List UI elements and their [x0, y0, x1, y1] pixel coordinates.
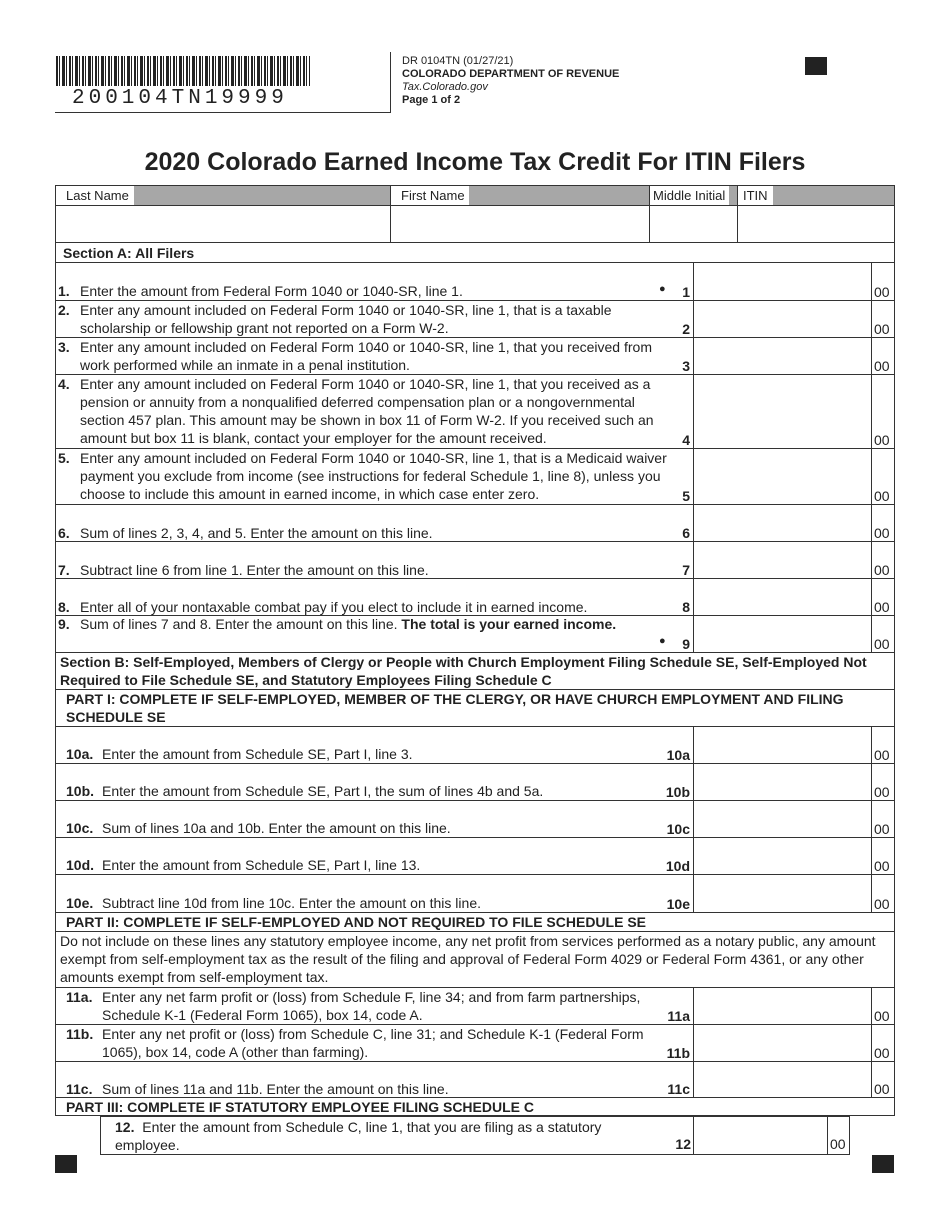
line-ref: 1 — [682, 284, 690, 300]
line-label — [58, 561, 698, 579]
line-label — [66, 856, 666, 874]
line-text: Sum of lines 7 and 8. Enter the amount on this line. — [80, 616, 398, 632]
line-label — [66, 894, 666, 912]
line-text: Enter any amount included on Federal Form 1040 or 1040-SR, line 1, that you received from work performed while an inmate in a penal institution. — [80, 339, 652, 373]
line-text: Enter the amount from Schedule SE, Part I, line 3. — [102, 746, 413, 762]
divider — [849, 1117, 850, 1154]
line-text: Enter any net profit or (loss) from Schedule C, line 31; and Schedule K-1 (Federal Form 1065), box 14, code A (other than farming). — [102, 1026, 644, 1060]
cents: 00 — [874, 525, 890, 541]
divider — [871, 338, 872, 374]
middle-initial-label: Middle Initial — [653, 188, 726, 203]
cents: 00 — [874, 1008, 890, 1024]
section-b-header — [56, 653, 894, 690]
amount-input[interactable] — [694, 263, 871, 300]
line-ref: 7 — [682, 562, 690, 578]
divider — [871, 988, 872, 1024]
line-ref: 3 — [682, 358, 690, 374]
line-text-wrap — [80, 449, 680, 503]
gray-fill — [469, 186, 649, 205]
line-number: 2. — [58, 302, 70, 318]
form-line-part2_lines-2 — [56, 1062, 894, 1098]
line-number: 10d. — [66, 857, 95, 873]
amount-input[interactable] — [694, 301, 871, 337]
line-number: 10b. — [66, 783, 95, 799]
form-id: DR 0104TN (01/27/21) — [402, 55, 514, 67]
page-title: 2020 Colorado Earned Income Tax Credit For ITIN Filers — [144, 148, 806, 176]
corner-mark-bottom-left — [55, 1155, 77, 1173]
section-b-title — [60, 653, 890, 689]
barcode — [56, 56, 310, 86]
part1-title: PART I: COMPLETE IF SELF-EMPLOYED, MEMBER OF THE CLERGY, OR HAVE CHURCH EMPLOYMENT AND FILING SCHEDULE SE — [66, 691, 844, 725]
line-label — [66, 819, 666, 837]
last-name-label: Last Name — [66, 188, 129, 203]
cents: 00 — [874, 284, 890, 300]
divider — [871, 542, 872, 578]
divider — [871, 263, 872, 300]
corner-mark — [805, 57, 827, 75]
line-text-wrap — [102, 856, 662, 874]
cents: 00 — [874, 488, 890, 504]
line-text: Enter any amount included on Federal Form 1040 or 1040-SR, line 1, that is a Medicaid waiver payment you exclude from income (see instructions for federal Schedule 1, line 8), unless you choose to include this amount in earned income, in which case enter zero. — [80, 450, 667, 502]
line-number: 3. — [58, 339, 70, 355]
line-text-wrap — [80, 375, 680, 447]
divider — [871, 301, 872, 337]
part2-note: Do not include on these lines any statutory employee income, any net profit from services performed as a notary public, any amount exempt from self-employment tax as the result of the filing and approval of Federal Form 4029 or Federal Form 4361, or any other amounts exempt from self-employment tax. — [60, 933, 876, 985]
cents: 00 — [874, 821, 890, 837]
amount-input[interactable] — [694, 875, 871, 912]
cents: 00 — [874, 896, 890, 912]
cents: 00 — [874, 1081, 890, 1097]
header-divider — [55, 112, 391, 113]
line-text-wrap — [102, 988, 662, 1024]
line-ref: 8 — [682, 599, 690, 615]
divider — [871, 1062, 872, 1097]
name-inputs-row[interactable] — [56, 206, 894, 243]
form-line-part1_lines-2 — [56, 801, 894, 838]
line-label — [66, 745, 666, 763]
page-number: Page 1 of 2 — [402, 94, 461, 106]
name-labels-row — [56, 186, 894, 206]
line12-cents: 00 — [830, 1136, 846, 1152]
line-text: Enter all of your nontaxable combat pay if you elect to include it in earned income. — [80, 599, 588, 615]
form-line-lines-5 — [56, 505, 894, 542]
department: COLORADO DEPARTMENT OF REVENUE — [402, 68, 620, 80]
line-label — [66, 1080, 666, 1098]
line-text: Sum of lines 2, 3, 4, and 5. Enter the amount on this line. — [80, 525, 433, 541]
form-line-lines-4 — [56, 449, 894, 505]
form-line-part2_lines-0 — [56, 988, 894, 1025]
amount-input[interactable] — [694, 801, 871, 837]
form-line-part2_lines-1 — [56, 1025, 894, 1062]
cents: 00 — [874, 747, 890, 763]
line-label — [66, 988, 666, 1024]
itin-label: ITIN — [743, 188, 768, 203]
divider — [827, 1117, 828, 1154]
amount-input[interactable] — [694, 727, 871, 763]
cents: 00 — [874, 432, 890, 448]
part3-title: PART III: COMPLETE IF STATUTORY EMPLOYEE FILING SCHEDULE C — [66, 1099, 534, 1115]
line-text-wrap — [80, 615, 680, 633]
part2-note-row — [56, 932, 894, 988]
divider — [871, 838, 872, 874]
line-ref: 10d — [665, 858, 690, 874]
line-bold-text: The total is your earned income. — [401, 616, 617, 632]
line12-number: 12. — [115, 1119, 135, 1135]
line-ref: 10e — [666, 896, 690, 912]
line-number: 10e. — [66, 895, 94, 911]
line-number: 8. — [58, 599, 70, 615]
line-text: Enter any amount included on Federal Form 1040 or 1040-SR, line 1, that you received as a pension or annuity from a nonqualified deferred compensation plan or a nongovernmental section 457 plan. This amount may be shown in box 11 of Form W-2. If you received such an amount but box 11 is blank, contact your employer for the amount received. — [80, 376, 654, 446]
line12-amount-input[interactable] — [694, 1117, 828, 1154]
line-ref: 5 — [682, 488, 690, 504]
amount-input[interactable] — [694, 988, 871, 1024]
form-line-part1_lines-1 — [56, 764, 894, 801]
line-number: 10a. — [66, 746, 94, 762]
form-line-part1_lines-4 — [56, 875, 894, 913]
line-ref: 11c — [667, 1081, 690, 1097]
line-text: Subtract line 6 from line 1. Enter the amount on this line. — [80, 562, 429, 578]
line-ref: 10b — [665, 784, 690, 800]
bullet-icon: ● — [659, 283, 666, 295]
amount-input[interactable] — [694, 1025, 871, 1061]
part2-title: PART II: COMPLETE IF SELF-EMPLOYED AND NOT REQUIRED TO FILE SCHEDULE SE — [66, 914, 646, 930]
amount-input[interactable] — [694, 542, 871, 578]
line-ref: 11b — [666, 1045, 690, 1061]
line12-label — [115, 1118, 635, 1154]
amount-input[interactable] — [694, 579, 871, 615]
part1-header — [56, 690, 894, 727]
line12-row — [100, 1116, 850, 1155]
line-text: Enter the amount from Schedule SE, Part I, the sum of lines 4b and 5a. — [102, 783, 544, 799]
line-number: 11a. — [66, 989, 93, 1005]
line-text: Enter the amount from Federal Form 1040 or 1040-SR, line 1. — [80, 283, 463, 299]
line-number: 4. — [58, 376, 70, 392]
first-name-label: First Name — [401, 188, 465, 203]
line-label — [58, 375, 698, 447]
section-a-title: Section A: All Filers — [63, 245, 195, 261]
amount-input[interactable] — [694, 1062, 871, 1097]
line-text-wrap — [80, 598, 680, 616]
form-line-part1_lines-0 — [56, 727, 894, 764]
line-text: Sum of lines 11a and 11b. Enter the amount on this line. — [102, 1081, 449, 1097]
header-divider-v — [390, 52, 391, 113]
line-text-wrap — [80, 524, 680, 542]
form-header — [402, 55, 619, 107]
divider — [871, 505, 872, 541]
line-text: Subtract line 10d from line 10c. Enter the amount on this line. — [102, 895, 481, 911]
line-text: Enter any net farm profit or (loss) from Schedule F, line 34; and from farm partnerships, Schedule K-1 (Federal Form 1065), box 14, code A. — [102, 989, 641, 1023]
line-ref: 9 — [682, 636, 690, 652]
line-text: Enter the amount from Schedule SE, Part I, line 13. — [102, 857, 421, 873]
line-text-wrap — [102, 819, 662, 837]
website: Tax.Colorado.gov — [402, 81, 488, 93]
amount-input[interactable] — [694, 338, 871, 374]
section-a-header — [56, 243, 894, 263]
divider — [871, 875, 872, 912]
line-ref: 2 — [682, 321, 690, 337]
form-line-lines-1 — [56, 301, 894, 338]
form — [55, 185, 895, 1116]
form-line-lines-3 — [56, 375, 894, 449]
line-ref: 10a — [666, 747, 690, 763]
line-text-wrap — [80, 338, 680, 374]
form-line-lines-8 — [56, 616, 894, 653]
line-label — [58, 524, 698, 542]
line-label — [58, 598, 698, 616]
line-number: 11c. — [66, 1081, 93, 1097]
line-text-wrap — [102, 745, 662, 763]
line-label — [58, 301, 698, 337]
line-number: 6. — [58, 525, 70, 541]
line-text-wrap — [102, 782, 662, 800]
section-b-text: Section B: Self-Employed, Members of Clergy or People with Church Employment Filing Schedule SE, Self-Employed Not Required to File Schedule SE, and Statutory Employees Filing Schedule C — [60, 654, 867, 688]
line-label — [58, 338, 698, 374]
line-ref: 11a — [667, 1008, 690, 1024]
amount-input[interactable] — [694, 616, 871, 652]
line-label — [66, 782, 666, 800]
divider — [871, 727, 872, 763]
amount-input[interactable] — [694, 449, 871, 504]
form-line-lines-6 — [56, 542, 894, 579]
divider — [871, 764, 872, 800]
line-ref: 6 — [682, 525, 690, 541]
line-number: 7. — [58, 562, 70, 578]
barcode-number: 200104TN19999 — [72, 87, 288, 110]
line-text-wrap — [80, 301, 680, 337]
line-label — [58, 615, 698, 633]
bullet-icon: ● — [659, 635, 666, 647]
divider — [871, 801, 872, 837]
amount-input[interactable] — [694, 838, 871, 874]
line-number: 5. — [58, 450, 70, 466]
line12-ref: 12 — [675, 1136, 691, 1152]
amount-input[interactable] — [694, 505, 871, 541]
line-text: Enter any amount included on Federal Form 1040 or 1040-SR, line 1, that is a taxable scholarship or fellowship grant not reported on a Form W-2. — [80, 302, 612, 336]
line-number: 10c. — [66, 820, 94, 836]
line12-text: Enter the amount from Schedule C, line 1, that you are filing as a statutory employee. — [115, 1119, 602, 1153]
line-text-wrap — [102, 1080, 662, 1098]
part3-header — [56, 1098, 894, 1117]
line-label — [66, 1025, 666, 1061]
divider — [871, 449, 872, 504]
cents: 00 — [874, 358, 890, 374]
divider — [871, 375, 872, 448]
line-label — [58, 449, 698, 503]
line-number: 11b. — [66, 1026, 94, 1042]
line-ref: 10c — [666, 821, 690, 837]
line-label — [58, 282, 698, 300]
amount-input[interactable] — [694, 764, 871, 800]
line-text-wrap — [102, 894, 662, 912]
divider — [871, 579, 872, 615]
amount-input[interactable] — [694, 375, 871, 448]
line-text: Sum of lines 10a and 10b. Enter the amount on this line. — [102, 820, 451, 836]
gray-fill — [134, 186, 390, 205]
gray-fill — [729, 186, 737, 205]
line-ref: 4 — [682, 432, 690, 448]
cents: 00 — [874, 636, 890, 652]
line-text-wrap — [80, 561, 680, 579]
cents: 00 — [874, 1045, 890, 1061]
line-text-wrap — [102, 1025, 662, 1061]
gray-fill — [773, 186, 894, 205]
form-line-lines-0 — [56, 263, 894, 301]
cents: 00 — [874, 562, 890, 578]
corner-mark-bottom-right — [872, 1155, 894, 1173]
form-line-part1_lines-3 — [56, 838, 894, 875]
line-text-wrap — [80, 282, 680, 300]
line-number: 1. — [58, 283, 70, 299]
form-line-lines-7 — [56, 579, 894, 616]
divider — [871, 616, 872, 652]
cents: 00 — [874, 321, 890, 337]
part2-header — [56, 913, 894, 932]
form-line-lines-2 — [56, 338, 894, 375]
cents: 00 — [874, 784, 890, 800]
divider — [871, 1025, 872, 1061]
line-number: 9. — [58, 616, 70, 632]
cents: 00 — [874, 599, 890, 615]
cents: 00 — [874, 858, 890, 874]
